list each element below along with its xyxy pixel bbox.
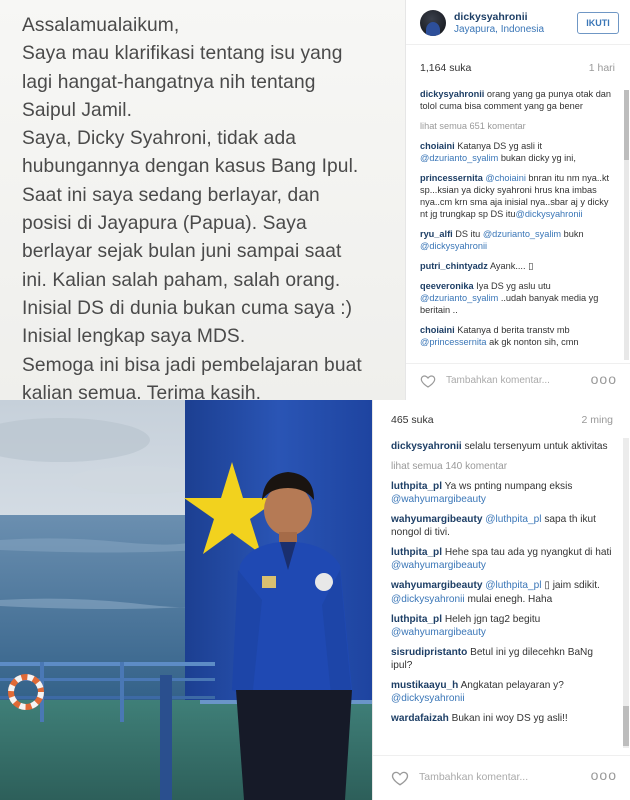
- mention-link[interactable]: @luthpita_pl: [485, 513, 542, 525]
- post-time[interactable]: 1 hari: [588, 62, 615, 74]
- mention-link[interactable]: @dickysyahronii: [391, 693, 465, 705]
- comment-text: sapa th ikut nongol di tivi.: [391, 513, 596, 539]
- mention-link[interactable]: @choiaini: [485, 173, 526, 183]
- comment-username[interactable]: luthpita_pl: [391, 480, 443, 492]
- comment-username[interactable]: ryu_alfi: [420, 229, 453, 239]
- comment-text: Angkatan pelayaran y?: [458, 679, 564, 691]
- note-line: Saya, Dicky Syahroni, tidak ada: [22, 128, 296, 150]
- scrollbar-thumb[interactable]: [623, 706, 629, 746]
- list-item: [391, 712, 617, 725]
- comments-scrollbar[interactable]: [623, 438, 629, 748]
- comment-text: jaim sdikit.: [552, 580, 600, 592]
- post-time[interactable]: 2 ming: [581, 414, 613, 426]
- note-line: ini. Kalian salah paham, salah orang.: [22, 269, 341, 291]
- post2-sidebar: [372, 400, 630, 800]
- comment-username[interactable]: mustikaayu_h: [391, 679, 459, 691]
- list-item: [391, 579, 617, 606]
- more-options-icon[interactable]: ooo: [590, 371, 617, 387]
- mention-link[interactable]: @princessernita: [420, 337, 487, 347]
- comment-text: Betul ini yg dilecehkn BaNg ipul?: [391, 646, 593, 672]
- comments-list: [391, 440, 617, 732]
- note-line: Assalamualaikum,: [22, 15, 180, 36]
- caption: [420, 88, 618, 112]
- post-footer: [406, 363, 630, 400]
- mention-link[interactable]: @wahyumargibeauty: [391, 560, 486, 572]
- comment-username[interactable]: luthpita_pl: [391, 613, 443, 625]
- mention-link[interactable]: @luthpita_pl: [485, 580, 542, 592]
- comments-list: [420, 88, 618, 356]
- note-line: posisi di Jayapura (Papua). Saya: [22, 213, 307, 235]
- likes-row: [420, 62, 615, 74]
- more-options-icon[interactable]: ooo: [590, 767, 617, 783]
- mention-link[interactable]: @dzurianto_syalim: [420, 293, 499, 303]
- note-line: Saya mau klarifikasi tentang isu yang: [22, 43, 343, 65]
- comment-text: mulai enegh. Haha: [464, 593, 553, 605]
- comment-text: Iya DS yg aslu utu: [473, 281, 551, 291]
- mention-link[interactable]: @dickysyahronii: [420, 241, 488, 251]
- view-all-comments[interactable]: lihat semua 651 komentar: [420, 121, 526, 131]
- comment-text: bukn: [561, 229, 584, 239]
- mention-link[interactable]: @dickysyahronii: [391, 593, 465, 605]
- list-item: [420, 324, 618, 348]
- note-line: lagi hangat-hangatnya nih tentang: [22, 71, 316, 93]
- list-item: [420, 260, 618, 272]
- list-item: [391, 679, 617, 706]
- comment-text: selalu tersenyum untuk aktivitas: [461, 441, 608, 452]
- scrollbar-thumb[interactable]: [624, 90, 629, 160]
- comment-text: Ayank....: [487, 261, 529, 271]
- mention-link[interactable]: @wahyumargibeauty: [391, 494, 486, 506]
- photo-image: [0, 400, 372, 800]
- list-item: [391, 613, 617, 640]
- heart-icon[interactable]: [391, 769, 409, 787]
- comment-username[interactable]: putri_chintyadz: [420, 261, 488, 271]
- comment-username[interactable]: qeeveronika: [420, 281, 474, 291]
- note-line: Semoga ini bisa jadi pembelajaran buat: [22, 354, 362, 376]
- comment-text: DS itu: [452, 229, 483, 239]
- list-item: [420, 140, 618, 164]
- post-footer: [373, 755, 630, 800]
- add-comment-input[interactable]: Tambahkan komentar...: [419, 771, 529, 783]
- mention-link[interactable]: @dickysyahronii: [515, 209, 583, 219]
- comment-username[interactable]: wahyumargibeauty: [391, 513, 483, 525]
- comment-username[interactable]: wahyumargibeauty: [391, 580, 483, 592]
- note-line: Saipul Jamil.: [22, 99, 133, 121]
- post-header: [406, 0, 630, 45]
- comment-username[interactable]: choiaini: [420, 325, 455, 335]
- likes-row: [391, 414, 613, 426]
- missing-emoji-icon: ▯: [528, 261, 534, 271]
- post-username[interactable]: dickysyahronii: [454, 11, 528, 23]
- comment-username[interactable]: dickysyahronii: [420, 89, 485, 99]
- comment-username[interactable]: luthpita_pl: [391, 547, 443, 559]
- comment-text: Katanya d berita transtv mb: [454, 325, 570, 335]
- comment-text: Hehe spa tau ada yg nyangkut di hati: [442, 547, 612, 559]
- note-line: kalian semua. Terima kasih.: [22, 382, 262, 400]
- list-item: [391, 646, 617, 673]
- heart-icon[interactable]: [420, 373, 436, 389]
- like-count[interactable]: 1,164 suka: [420, 62, 472, 74]
- mention-link[interactable]: @wahyumargibeauty: [391, 626, 486, 638]
- comment-text: ak gk nonton sih, cmn: [486, 337, 579, 347]
- note-screenshot: [0, 0, 405, 400]
- mention-link[interactable]: @dzurianto_syalim: [482, 229, 562, 239]
- comments-scrollbar[interactable]: [624, 90, 629, 360]
- note-line: berlayar sejak bulan juni sampai saat: [22, 241, 342, 263]
- comment-username[interactable]: sisrudipristanto: [391, 646, 468, 658]
- comment-username[interactable]: princessernita: [420, 173, 483, 183]
- list-item: [391, 480, 617, 507]
- like-count[interactable]: 465 suka: [391, 414, 434, 426]
- comment-text: bukan dicky yg ini,: [498, 153, 576, 163]
- note-line: Saat ini saya sedang berlayar, dan: [22, 184, 320, 206]
- missing-emoji-icon: ▯: [541, 580, 553, 592]
- post1-sidebar: [405, 0, 630, 400]
- view-all-comments[interactable]: lihat semua 140 komentar: [391, 460, 508, 472]
- list-item: [391, 513, 617, 540]
- comment-text: Heleh jgn tag2 begitu: [442, 613, 541, 625]
- comment-text: Ya ws pnting numpang eksis: [442, 480, 573, 492]
- avatar[interactable]: [420, 10, 446, 36]
- comment-text: Bukan ini woy DS yg asli!!: [448, 713, 568, 725]
- list-item: [391, 546, 617, 573]
- caption: [391, 440, 617, 453]
- comment-text: orang yang ga punya otak dan tolol cuma bisa comment yang ga bener: [420, 89, 612, 111]
- comment-username[interactable]: dickysyahronii: [391, 441, 462, 452]
- comment-username[interactable]: choiaini: [420, 141, 455, 151]
- list-item: [420, 228, 618, 252]
- list-item: [420, 172, 618, 220]
- comment-text: bnran itu nm nya..kt sp...ksian ya dicky syahroni hrus kna imbas nya..cm krn sma aja inisial nya..sbar aj y dicky nt jg trungkap sp DS itu: [420, 173, 610, 219]
- comment-text: ..udah banyak media yg beritain ..: [420, 293, 599, 315]
- follow-button[interactable]: IKUTI: [577, 12, 619, 34]
- note-line: Inisial DS di dunia bukan cuma saya :): [22, 297, 353, 319]
- note-line: Inisial lengkap saya MDS.: [22, 326, 246, 348]
- mention-link[interactable]: @dzurianto_syalim: [420, 153, 499, 163]
- add-comment-input[interactable]: Tambahkan komentar...: [446, 375, 550, 386]
- comment-username[interactable]: wardafaizah: [391, 713, 449, 725]
- comment-text: Katanya DS yg asli it: [454, 141, 543, 151]
- post2-photo[interactable]: [0, 400, 372, 800]
- list-item: [420, 280, 618, 316]
- note-line: hubungannya dengan kasus Bang Ipul.: [22, 156, 359, 178]
- post-location[interactable]: Jayapura, Indonesia: [454, 24, 545, 35]
- note-text: [22, 12, 402, 400]
